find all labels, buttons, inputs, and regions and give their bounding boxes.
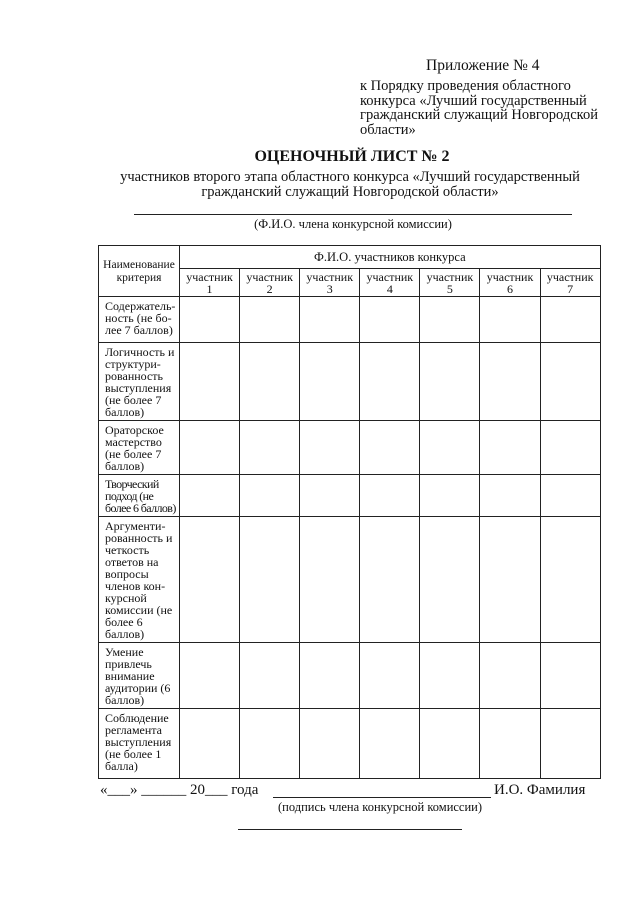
table-row [99,421,601,475]
score-cell[interactable] [420,517,480,643]
score-cell[interactable] [180,297,240,343]
participant-header-7 [540,269,600,297]
participant-header-1 [180,269,240,297]
score-cell[interactable] [180,421,240,475]
score-cell[interactable] [240,421,300,475]
score-cell[interactable] [480,297,540,343]
participant-number: 7 [567,282,574,296]
score-cell[interactable] [420,643,480,709]
score-cell[interactable] [360,709,420,779]
participant-header-5 [420,269,480,297]
score-cell[interactable] [540,517,600,643]
participant-word: участник [486,270,534,284]
signature-line [273,797,491,798]
score-cell[interactable] [360,517,420,643]
score-cell[interactable] [540,643,600,709]
signature-date: «___» ______ 20___ года [100,782,259,798]
table-row [99,709,601,779]
score-cell[interactable] [360,297,420,343]
signer-name: И.О. Фамилия [494,782,586,798]
score-cell[interactable] [300,517,360,643]
score-cell[interactable] [540,343,600,421]
score-cell[interactable] [420,709,480,779]
appendix-text: к Порядку проведения областного конкурса «Лучший государственный гражданский служащий Новгородской области» [360,78,598,138]
table-header-row [99,246,601,269]
score-cell[interactable] [180,709,240,779]
table-row [99,475,601,517]
score-cell[interactable] [480,643,540,709]
score-cell[interactable] [300,709,360,779]
table-row [99,343,601,421]
criterion-cell: Логичность и структури-рованность выступления (не более 7 баллов) [99,343,180,421]
score-cell[interactable] [360,343,420,421]
score-cell[interactable] [300,343,360,421]
score-cell[interactable] [180,475,240,517]
table-row [99,643,601,709]
score-cell[interactable] [300,421,360,475]
score-cell[interactable] [420,343,480,421]
evaluation-table [98,245,601,779]
participant-header-6 [480,269,540,297]
participant-word: участник [426,270,474,284]
criterion-cell: Соблюдение регламента выступления (не более 1 балла) [99,709,180,779]
score-cell[interactable] [240,343,300,421]
criteria-header: Наименование критерия [99,246,180,297]
score-cell[interactable] [480,517,540,643]
participants-header: Ф.И.О. участников конкурса [180,246,601,269]
score-cell[interactable] [480,709,540,779]
score-cell[interactable] [300,475,360,517]
score-cell[interactable] [180,517,240,643]
score-cell[interactable] [480,343,540,421]
criteria-body [99,297,601,779]
criterion-cell: Ораторское мастерство (не более 7 баллов) [99,421,180,475]
participant-number: 1 [206,282,213,296]
participant-word: участник [246,270,293,284]
score-cell[interactable] [300,643,360,709]
score-cell[interactable] [540,475,600,517]
participant-header-3 [300,269,360,297]
score-cell[interactable] [240,643,300,709]
score-cell[interactable] [300,297,360,343]
appendix-number: Приложение № 4 [426,57,540,74]
score-cell[interactable] [420,421,480,475]
bottom-rule [238,829,462,830]
member-name-line [134,214,572,215]
score-cell[interactable] [540,297,600,343]
score-cell[interactable] [180,643,240,709]
signature-caption: (подпись члена конкурсной комиссии) [277,800,483,814]
score-cell[interactable] [540,421,600,475]
participant-number: 6 [507,282,514,296]
participant-word: участник [306,270,354,284]
table-row [99,297,601,343]
score-cell[interactable] [420,297,480,343]
title-text: ОЦЕНОЧНЫЙ ЛИСТ № 2 [254,148,450,165]
score-cell[interactable] [360,475,420,517]
score-cell[interactable] [480,421,540,475]
score-cell[interactable] [240,297,300,343]
participant-word: участник [546,270,594,284]
participant-number: 3 [326,282,333,296]
appendix-block [360,58,620,137]
score-cell[interactable] [480,475,540,517]
score-cell[interactable] [180,343,240,421]
participant-number: 2 [266,282,273,296]
participant-word: участник [366,270,414,284]
score-cell[interactable] [540,709,600,779]
score-cell[interactable] [420,475,480,517]
participant-header-2 [240,269,300,297]
table-row [99,517,601,643]
score-cell[interactable] [360,643,420,709]
criterion-cell: Аргументи-рованность и четкость ответов на вопросы членов кон-курсной комиссии (не более 6 баллов) [99,517,180,643]
participant-number: 5 [446,282,453,296]
criterion-cell: Умение привлечь внимание аудитории (6 баллов) [99,643,180,709]
score-cell[interactable] [240,517,300,643]
document-subtitle: участников второго этапа областного конкурса «Лучший государственный гражданский служащий Новгородской области» [120,169,580,200]
criterion-cell: Творческий подход (не более 6 баллов) [99,475,180,517]
participant-header-4 [360,269,420,297]
participant-number: 4 [386,282,393,296]
score-cell[interactable] [240,475,300,517]
member-name-caption: (Ф.И.О. члена конкурсной комиссии) [254,217,452,231]
score-cell[interactable] [240,709,300,779]
score-cell[interactable] [360,421,420,475]
criterion-cell: Содержатель-ность (не бо-лее 7 баллов) [99,297,180,343]
document-title [0,148,640,166]
participant-word: участник [186,270,233,284]
